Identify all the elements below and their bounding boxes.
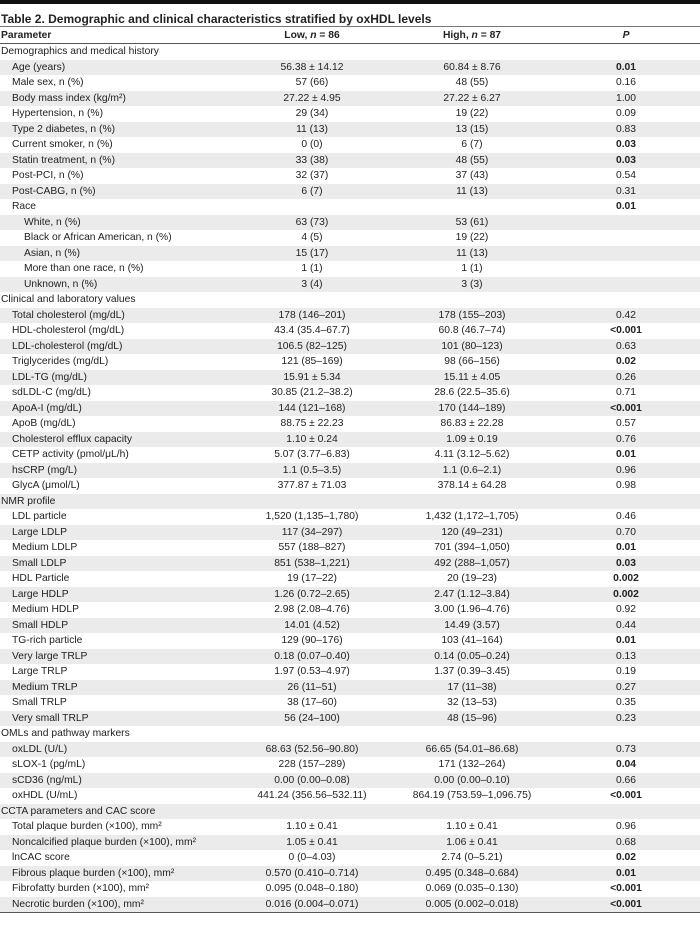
table-body bbox=[0, 44, 700, 913]
low-value-cell: 29 (34) bbox=[295, 108, 329, 119]
low-value-cell: 14.01 (4.52) bbox=[284, 619, 340, 631]
p-value-cell: 0.96 bbox=[615, 464, 637, 476]
high-value-cell: 1.10 ± 0.41 bbox=[446, 821, 498, 832]
high-value-cell: 864.19 (753.59–1,096.75) bbox=[412, 790, 532, 801]
table-row bbox=[0, 432, 700, 448]
high-value-cell: 11 (13) bbox=[456, 247, 488, 259]
high-value-cell: 14.49 (3.57) bbox=[444, 619, 500, 631]
parameter-cell: Large LDLP bbox=[12, 526, 67, 538]
p-value-cell: 0.02 bbox=[615, 852, 637, 863]
table-row bbox=[0, 711, 700, 727]
high-value-cell: 103 (41–164) bbox=[441, 635, 503, 646]
parameter-cell: Male sex, n (%) bbox=[12, 77, 84, 88]
parameter-cell: Large TRLP bbox=[12, 666, 68, 677]
p-value-cell: 0.35 bbox=[615, 697, 637, 708]
low-value-cell: 129 (90–176) bbox=[281, 635, 343, 646]
parameter-cell: OMLs and pathway markers bbox=[1, 728, 130, 739]
p-value-cell: 0.01 bbox=[615, 635, 637, 646]
high-value-cell: 4.11 (3.12–5.62) bbox=[434, 449, 510, 460]
high-value-cell: 48 (55) bbox=[455, 77, 489, 88]
high-value-cell: 6 (7) bbox=[461, 139, 483, 150]
p-value-cell: 0.68 bbox=[615, 836, 637, 848]
p-value-cell: <0.001 bbox=[610, 325, 642, 336]
table-row bbox=[0, 897, 700, 913]
parameter-cell: Triglycerides (mg/dL) bbox=[12, 356, 109, 367]
high-value-cell: 0.14 (0.05–0.24) bbox=[434, 650, 510, 662]
table-row bbox=[0, 339, 700, 355]
low-value-cell: 0.095 (0.048–0.180) bbox=[265, 883, 359, 894]
p-value-cell: 0.02 bbox=[615, 356, 637, 367]
high-value-cell: 1 (1) bbox=[461, 263, 483, 274]
high-value-cell: 701 (394–1,050) bbox=[434, 542, 510, 553]
parameter-cell: LDL particle bbox=[12, 511, 67, 522]
high-value-cell: 11 (13) bbox=[456, 185, 488, 197]
p-value-cell: 0.57 bbox=[615, 418, 637, 429]
high-value-cell: 28.6 (22.5–35.6) bbox=[434, 387, 510, 398]
parameter-cell: Medium HDLP bbox=[12, 604, 79, 615]
low-value-cell: 63 (73) bbox=[295, 216, 329, 228]
table-row bbox=[0, 277, 700, 293]
table-row bbox=[0, 463, 700, 479]
header-p: P bbox=[622, 29, 630, 41]
parameter-cell: Type 2 diabetes, n (%) bbox=[12, 123, 116, 135]
high-value-cell: 1.06 ± 0.41 bbox=[446, 836, 498, 848]
p-value-cell: 0.92 bbox=[615, 604, 637, 615]
table-row bbox=[0, 850, 700, 866]
header-low: Low, n = 86 bbox=[284, 29, 340, 41]
p-value-cell: 0.01 bbox=[615, 867, 637, 879]
p-value-cell: <0.001 bbox=[610, 402, 642, 414]
high-value-cell: 53 (61) bbox=[455, 216, 489, 228]
table-row bbox=[0, 788, 700, 804]
high-value-cell: 0.069 (0.035–0.130) bbox=[425, 883, 519, 894]
p-value-cell: 0.70 bbox=[615, 526, 637, 538]
section-header-row bbox=[0, 804, 700, 820]
high-value-cell: 178 (155–203) bbox=[438, 309, 506, 321]
low-value-cell: 33 (38) bbox=[295, 154, 329, 166]
low-value-cell: 1.10 ± 0.41 bbox=[286, 821, 338, 832]
high-value-cell: 27.22 ± 6.27 bbox=[443, 92, 501, 104]
p-value-cell: 0.63 bbox=[615, 340, 637, 352]
section-header-row bbox=[0, 44, 700, 60]
parameter-cell: Post-PCI, n (%) bbox=[12, 170, 84, 181]
p-value-cell: 0.01 bbox=[615, 542, 637, 553]
parameter-cell: Demographics and medical history bbox=[1, 46, 159, 57]
high-value-cell: 171 (132–264) bbox=[438, 759, 506, 770]
high-value-cell: 492 (288–1,057) bbox=[434, 557, 510, 569]
table-row bbox=[0, 819, 700, 835]
characteristics-table bbox=[0, 26, 700, 913]
low-value-cell: 4 (5) bbox=[301, 232, 323, 243]
high-value-cell bbox=[392, 726, 552, 742]
parameter-cell: Clinical and laboratory values bbox=[1, 294, 136, 305]
high-value-cell: 378.14 ± 64.28 bbox=[437, 480, 507, 491]
p-value-cell: 0.04 bbox=[615, 759, 637, 770]
low-value-cell: 68.63 (52.56–90.80) bbox=[265, 743, 359, 755]
header-row bbox=[0, 27, 700, 44]
table-row bbox=[0, 618, 700, 634]
low-value-cell: 121 (85–169) bbox=[281, 356, 343, 367]
parameter-cell: ApoB (mg/dL) bbox=[12, 418, 76, 429]
high-value-cell: 19 (22) bbox=[455, 108, 489, 119]
low-value-cell: 178 (146–201) bbox=[278, 309, 346, 321]
parameter-cell: CCTA parameters and CAC score bbox=[1, 805, 156, 817]
table-row bbox=[0, 757, 700, 773]
table-row bbox=[0, 773, 700, 789]
table-row bbox=[0, 246, 700, 262]
low-value-cell: 0 (0) bbox=[301, 139, 323, 150]
high-value-cell bbox=[392, 494, 552, 510]
low-value-cell: 1.1 (0.5–3.5) bbox=[282, 464, 342, 476]
table-row bbox=[0, 695, 700, 711]
low-value-cell: 27.22 ± 4.95 bbox=[283, 92, 341, 104]
parameter-cell: GlycA (μmol/L) bbox=[12, 480, 80, 491]
parameter-cell: Fibrous plaque burden (×100), mm² bbox=[12, 867, 175, 879]
table-row bbox=[0, 416, 700, 432]
p-value-cell: <0.001 bbox=[610, 790, 642, 801]
parameter-cell: sLOX-1 (pg/mL) bbox=[12, 759, 86, 770]
table-caption: Table 2. Demographic and clinical characteristics stratified by oxHDL levels bbox=[1, 12, 432, 26]
high-value-cell: 86.83 ± 22.28 bbox=[440, 418, 504, 429]
table-row bbox=[0, 385, 700, 401]
p-value-cell: 0.01 bbox=[615, 449, 637, 460]
section-header-row bbox=[0, 726, 700, 742]
low-value-cell: 377.87 ± 71.03 bbox=[277, 480, 347, 491]
low-value-cell bbox=[232, 44, 392, 60]
p-value-cell: 0.09 bbox=[615, 108, 637, 119]
p-value-cell: 0.42 bbox=[615, 309, 637, 321]
low-value-cell: 26 (11–51) bbox=[287, 681, 337, 693]
parameter-cell: NMR profile bbox=[1, 495, 56, 507]
p-value-cell: 0.98 bbox=[615, 480, 637, 491]
parameter-cell: hsCRP (mg/L) bbox=[12, 464, 78, 476]
table-row bbox=[0, 835, 700, 851]
low-value-cell bbox=[232, 726, 392, 742]
p-value-cell: 0.23 bbox=[615, 712, 637, 724]
table-row bbox=[0, 323, 700, 339]
low-value-cell: 30.85 (21.2–38.2) bbox=[271, 387, 353, 398]
p-value-cell: 0.76 bbox=[615, 433, 637, 445]
parameter-cell: Medium TRLP bbox=[12, 681, 78, 693]
high-value-cell: 98 (66–156) bbox=[444, 356, 500, 367]
low-value-cell: 0 (0–4.03) bbox=[288, 852, 336, 863]
low-value-cell: 144 (121–168) bbox=[278, 402, 346, 414]
parameter-cell: LDL-cholesterol (mg/dL) bbox=[12, 340, 123, 352]
table-row bbox=[0, 168, 700, 184]
low-value-cell: 3 (4) bbox=[301, 278, 323, 290]
p-value-cell: 0.73 bbox=[615, 743, 637, 755]
table-row bbox=[0, 106, 700, 122]
table-row bbox=[0, 184, 700, 200]
p-value-cell bbox=[552, 261, 700, 277]
parameter-cell: Total cholesterol (mg/dL) bbox=[12, 309, 125, 321]
low-value-cell: 56.38 ± 14.12 bbox=[280, 61, 344, 73]
high-value-cell bbox=[392, 44, 552, 60]
low-value-cell: 228 (157–289) bbox=[278, 759, 346, 770]
low-value-cell: 38 (17–60) bbox=[287, 697, 337, 708]
low-value-cell: 0.18 (0.07–0.40) bbox=[274, 650, 350, 662]
parameter-cell: HDL Particle bbox=[12, 573, 70, 584]
p-value-cell bbox=[552, 292, 700, 308]
low-value-cell: 117 (34–297) bbox=[281, 526, 343, 538]
parameter-cell: oxHDL (U/mL) bbox=[12, 790, 78, 801]
parameter-cell: sCD36 (ng/mL) bbox=[12, 774, 82, 786]
p-value-cell: 0.01 bbox=[615, 201, 637, 212]
high-value-cell: 1.37 (0.39–3.45) bbox=[434, 666, 510, 677]
table-row bbox=[0, 447, 700, 463]
high-value-cell: 1.1 (0.6–2.1) bbox=[442, 464, 502, 476]
parameter-cell: HDL-cholesterol (mg/dL) bbox=[12, 325, 125, 336]
parameter-cell: ApoA-I (mg/dL) bbox=[12, 402, 82, 414]
low-value-cell: 57 (66) bbox=[295, 77, 329, 88]
low-value-cell: 0.00 (0.00–0.08) bbox=[274, 774, 350, 786]
high-value-cell: 20 (19–23) bbox=[447, 573, 497, 584]
table-row bbox=[0, 122, 700, 138]
parameter-cell: Unknown, n (%) bbox=[24, 278, 98, 290]
table-row bbox=[0, 308, 700, 324]
parameter-cell: LDL-TG (mg/dL) bbox=[12, 371, 87, 383]
p-value-cell: 0.16 bbox=[615, 77, 637, 88]
parameter-cell: sdLDL-C (mg/dL) bbox=[12, 387, 91, 398]
low-value-cell: 441.24 (356.56–532.11) bbox=[257, 790, 367, 801]
table-row bbox=[0, 649, 700, 665]
p-value-cell bbox=[552, 804, 700, 820]
low-value-cell: 1.05 ± 0.41 bbox=[286, 836, 338, 848]
table-row bbox=[0, 91, 700, 107]
table-row bbox=[0, 633, 700, 649]
parameter-cell: Race bbox=[12, 201, 37, 212]
parameter-cell: Very large TRLP bbox=[12, 650, 88, 662]
low-value-cell: 851 (538–1,221) bbox=[274, 557, 350, 569]
table-row bbox=[0, 370, 700, 386]
p-value-cell: 0.002 bbox=[613, 588, 639, 600]
low-value-cell: 56 (24–100) bbox=[284, 712, 340, 724]
high-value-cell: 0.495 (0.348–0.684) bbox=[425, 867, 519, 879]
p-value-cell: 0.03 bbox=[615, 557, 637, 569]
p-value-cell: 0.54 bbox=[615, 170, 637, 181]
low-value-cell: 11 (13) bbox=[296, 123, 328, 135]
table-row bbox=[0, 215, 700, 231]
parameter-cell: Cholesterol efflux capacity bbox=[12, 433, 133, 445]
table-row bbox=[0, 587, 700, 603]
header-high: High, n = 87 bbox=[442, 29, 502, 41]
table-row bbox=[0, 137, 700, 153]
table-row bbox=[0, 556, 700, 572]
parameter-cell: Current smoker, n (%) bbox=[12, 139, 113, 150]
high-value-cell: 0.005 (0.002–0.018) bbox=[425, 898, 519, 910]
parameter-cell: Small LDLP bbox=[12, 557, 67, 569]
p-value-cell: 0.71 bbox=[615, 387, 637, 398]
table-row bbox=[0, 571, 700, 587]
low-value-cell: 106.5 (82–125) bbox=[277, 340, 347, 352]
parameter-cell: oxLDL (U/L) bbox=[12, 743, 68, 755]
low-value-cell: 1.97 (0.53–4.97) bbox=[274, 666, 350, 677]
low-value-cell: 15 (17) bbox=[295, 247, 329, 259]
header-parameter: Parameter bbox=[1, 29, 52, 41]
high-value-cell: 3 (3) bbox=[461, 278, 483, 290]
table-row bbox=[0, 664, 700, 680]
parameter-cell: Hypertension, n (%) bbox=[12, 108, 103, 119]
high-value-cell: 120 (49–231) bbox=[441, 526, 503, 538]
low-value-cell: 5.07 (3.77–6.83) bbox=[274, 449, 350, 460]
high-value-cell bbox=[392, 199, 552, 215]
low-value-cell: 1 (1) bbox=[301, 263, 323, 274]
high-value-cell: 0.00 (0.00–0.10) bbox=[434, 774, 510, 786]
high-value-cell: 1.09 ± 0.19 bbox=[446, 433, 498, 445]
parameter-cell: Body mass index (kg/m²) bbox=[12, 92, 126, 104]
table-row bbox=[0, 742, 700, 758]
p-value-cell: 0.26 bbox=[615, 371, 637, 383]
parameter-cell: Total plaque burden (×100), mm² bbox=[12, 821, 162, 832]
high-value-cell: 170 (144–189) bbox=[438, 402, 506, 414]
parameter-cell: Fibrofatty burden (×100), mm² bbox=[12, 883, 150, 894]
low-value-cell: 1.26 (0.72–2.65) bbox=[274, 588, 350, 600]
p-value-cell bbox=[552, 230, 700, 246]
low-value-cell: 0.016 (0.004–0.071) bbox=[265, 898, 359, 910]
table-row bbox=[0, 153, 700, 169]
low-value-cell: 0.570 (0.410–0.714) bbox=[265, 867, 359, 879]
parameter-cell: Necrotic burden (×100), mm² bbox=[12, 898, 144, 910]
parameter-cell: TG-rich particle bbox=[12, 635, 83, 646]
high-value-cell: 15.11 ± 4.05 bbox=[443, 371, 501, 383]
parameter-cell: Asian, n (%) bbox=[24, 247, 81, 259]
high-value-cell: 3.00 (1.96–4.76) bbox=[434, 604, 510, 615]
parameter-cell: Medium LDLP bbox=[12, 542, 78, 553]
p-value-cell: 0.19 bbox=[615, 666, 637, 677]
p-value-cell: 0.66 bbox=[615, 774, 637, 786]
high-value-cell: 101 (80–123) bbox=[441, 340, 503, 352]
table-row bbox=[0, 881, 700, 897]
high-value-cell: 1,432 (1,172–1,705) bbox=[425, 511, 519, 522]
high-value-cell: 60.8 (46.7–74) bbox=[438, 325, 506, 336]
section-header-row bbox=[0, 292, 700, 308]
p-value-cell: 0.27 bbox=[615, 681, 637, 693]
section-header-row bbox=[0, 494, 700, 510]
parameter-cell: Large HDLP bbox=[12, 588, 69, 600]
high-value-cell: 48 (15–96) bbox=[447, 712, 497, 724]
p-value-cell bbox=[552, 726, 700, 742]
high-value-cell: 66.65 (54.01–86.68) bbox=[425, 743, 519, 755]
p-value-cell: 0.96 bbox=[615, 821, 637, 832]
table-row bbox=[0, 680, 700, 696]
p-value-cell bbox=[552, 44, 700, 60]
p-value-cell: 0.31 bbox=[615, 185, 637, 197]
high-value-cell: 37 (43) bbox=[455, 170, 489, 181]
table-row bbox=[0, 478, 700, 494]
low-value-cell bbox=[232, 494, 392, 510]
high-value-cell: 48 (55) bbox=[455, 154, 489, 166]
p-value-cell: 0.01 bbox=[615, 61, 637, 73]
p-value-cell bbox=[552, 246, 700, 262]
table-row bbox=[0, 866, 700, 882]
low-value-cell: 32 (37) bbox=[295, 170, 329, 181]
table-row bbox=[0, 230, 700, 246]
parameter-cell: Age (years) bbox=[12, 61, 66, 73]
p-value-cell: 0.03 bbox=[615, 139, 637, 150]
table-row bbox=[0, 525, 700, 541]
p-value-cell: 0.13 bbox=[615, 650, 637, 662]
p-value-cell: 0.44 bbox=[615, 619, 637, 631]
high-value-cell: 13 (15) bbox=[455, 123, 489, 135]
high-value-cell bbox=[392, 292, 552, 308]
high-value-cell: 17 (11–38) bbox=[447, 681, 497, 693]
table-row bbox=[0, 60, 700, 76]
p-value-cell bbox=[552, 277, 700, 293]
p-value-cell: 0.83 bbox=[615, 123, 637, 135]
table-row bbox=[0, 602, 700, 618]
parameter-cell: Post-CABG, n (%) bbox=[12, 185, 96, 197]
p-value-cell: <0.001 bbox=[610, 883, 642, 894]
p-value-cell: <0.001 bbox=[610, 898, 642, 910]
parameter-cell: More than one race, n (%) bbox=[24, 263, 144, 274]
parameter-cell: lnCAC score bbox=[12, 852, 70, 863]
p-value-cell: 0.46 bbox=[615, 511, 637, 522]
high-value-cell: 60.84 ± 8.76 bbox=[443, 61, 501, 73]
low-value-cell: 1,520 (1,135–1,780) bbox=[265, 511, 359, 522]
parameter-cell: Small TRLP bbox=[12, 697, 67, 708]
p-value-cell: 1.00 bbox=[615, 92, 637, 104]
low-value-cell: 1.10 ± 0.24 bbox=[286, 433, 338, 445]
parameter-cell: Small HDLP bbox=[12, 619, 69, 631]
high-value-cell: 2.47 (1.12–3.84) bbox=[434, 588, 510, 600]
p-value-cell: 0.03 bbox=[615, 154, 637, 166]
low-value-cell bbox=[232, 804, 392, 820]
table-row bbox=[0, 540, 700, 556]
low-value-cell: 15.91 ± 5.34 bbox=[283, 371, 341, 383]
high-value-cell bbox=[392, 804, 552, 820]
low-value-cell: 19 (17–22) bbox=[287, 573, 337, 584]
low-value-cell: 43.4 (35.4–67.7) bbox=[274, 325, 350, 336]
low-value-cell bbox=[232, 199, 392, 215]
parameter-cell: Black or African American, n (%) bbox=[24, 232, 172, 243]
p-value-cell bbox=[552, 215, 700, 231]
low-value-cell: 2.98 (2.08–4.76) bbox=[274, 604, 350, 615]
parameter-cell: CETP activity (pmol/μL/h) bbox=[12, 449, 129, 460]
low-value-cell: 6 (7) bbox=[301, 185, 323, 197]
low-value-cell: 88.75 ± 22.23 bbox=[280, 418, 344, 429]
high-value-cell: 19 (22) bbox=[455, 232, 489, 243]
table-row bbox=[0, 75, 700, 91]
high-value-cell: 2.74 (0–5.21) bbox=[441, 852, 503, 863]
parameter-cell: Noncalcified plaque burden (×100), mm² bbox=[12, 836, 197, 848]
low-value-cell: 557 (188–827) bbox=[278, 542, 346, 553]
p-value-cell: 0.002 bbox=[613, 573, 639, 584]
parameter-cell: Very small TRLP bbox=[12, 712, 89, 724]
p-value-cell bbox=[552, 494, 700, 510]
low-value-cell bbox=[232, 292, 392, 308]
table-row bbox=[0, 354, 700, 370]
high-value-cell: 32 (13–53) bbox=[447, 697, 497, 708]
table-row bbox=[0, 199, 700, 215]
parameter-cell: White, n (%) bbox=[24, 216, 81, 228]
table-row bbox=[0, 509, 700, 525]
parameter-cell: Statin treatment, n (%) bbox=[12, 154, 116, 166]
table-row bbox=[0, 401, 700, 417]
table-row bbox=[0, 261, 700, 277]
